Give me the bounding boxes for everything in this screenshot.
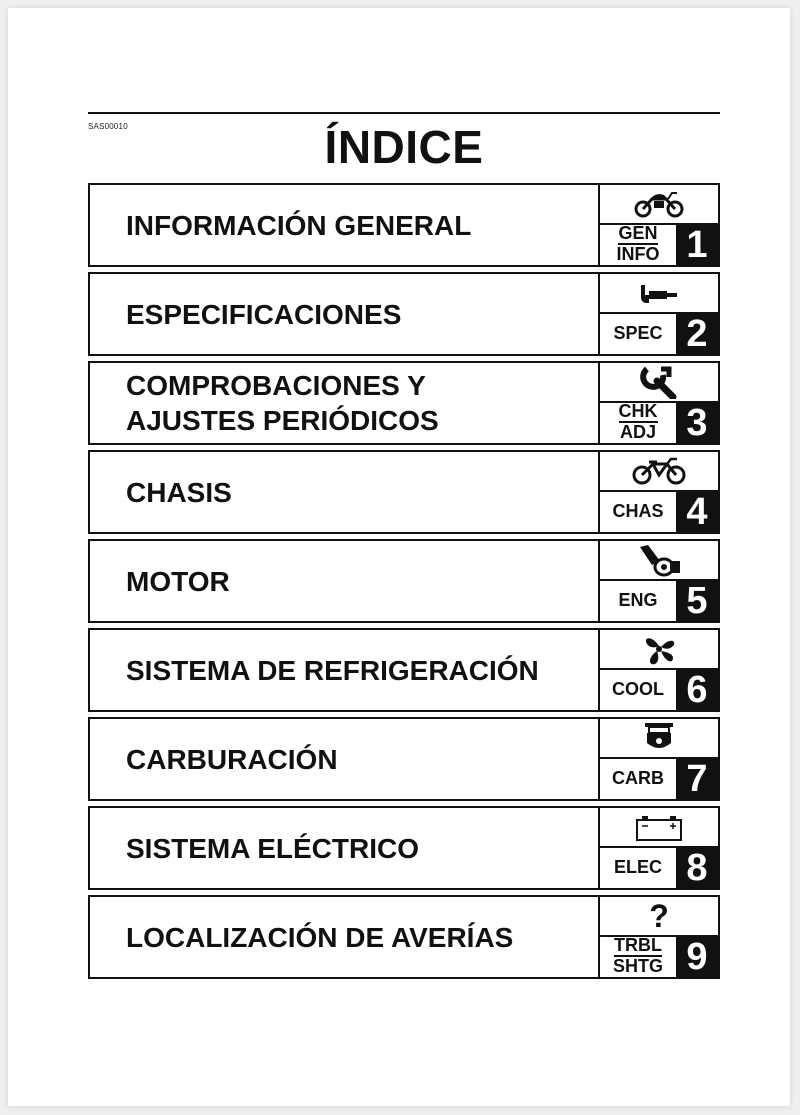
- page-title: ÍNDICE: [324, 121, 484, 173]
- section-abbr: ENG: [618, 589, 658, 610]
- manual-page: [8, 8, 790, 1106]
- section-tab[interactable]: [598, 630, 718, 710]
- section-number: 7: [676, 759, 718, 799]
- section-tab[interactable]: [598, 452, 718, 532]
- section-number: 2: [676, 314, 718, 354]
- section-number: 8: [676, 848, 718, 888]
- section-tab[interactable]: [598, 363, 718, 443]
- fan-icon: [600, 630, 718, 670]
- section-number: 9: [676, 937, 718, 977]
- section-label: CHASIS: [126, 476, 232, 508]
- section-number: 4: [676, 492, 718, 532]
- section-number: 5: [676, 581, 718, 621]
- battery-icon: [600, 808, 718, 848]
- engine-icon: [600, 541, 718, 581]
- section-troubleshooting[interactable]: [88, 895, 720, 979]
- wrench-icon: [600, 363, 718, 403]
- section-number: 6: [676, 670, 718, 710]
- section-abbr: TRBL SHTG: [612, 935, 663, 976]
- section-label: INFORMACIÓN GENERAL: [126, 209, 472, 241]
- section-abbr: GEN INFO: [616, 223, 660, 264]
- section-label: ESPECIFICACIONES: [126, 298, 402, 330]
- section-engine[interactable]: [88, 539, 720, 623]
- section-abbr: CARB: [612, 767, 664, 788]
- section-carburetion[interactable]: [88, 717, 720, 801]
- question-icon: ?: [600, 897, 718, 937]
- section-checks-adjustments[interactable]: [88, 361, 720, 445]
- section-tab[interactable]: [598, 541, 718, 621]
- section-cooling-system[interactable]: [88, 628, 720, 712]
- section-abbr: CHAS: [612, 500, 664, 521]
- section-tab[interactable]: [598, 719, 718, 799]
- section-label: CARBURACIÓN: [126, 743, 338, 775]
- section-abbr: COOL: [612, 678, 664, 699]
- section-abbr: ELEC: [613, 856, 662, 877]
- section-abbr: CHK ADJ: [618, 401, 658, 442]
- bike-frame-icon: [600, 452, 718, 492]
- section-label: SISTEMA ELÉCTRICO: [126, 832, 419, 864]
- section-label: COMPROBACIONES Y AJUSTES PERIÓDICOS: [126, 370, 439, 436]
- section-specifications[interactable]: [88, 272, 720, 356]
- section-tab[interactable]: [598, 897, 718, 977]
- section-number: 3: [676, 403, 718, 443]
- section-chassis[interactable]: [88, 450, 720, 534]
- caliper-icon: [600, 274, 718, 314]
- section-tab[interactable]: [598, 274, 718, 354]
- section-electrical-system[interactable]: [88, 806, 720, 890]
- section-tab[interactable]: [598, 808, 718, 888]
- section-label: MOTOR: [126, 565, 230, 597]
- carburetor-icon: [600, 719, 718, 759]
- motorcycle-icon: [600, 185, 718, 225]
- section-abbr: SPEC: [613, 322, 663, 343]
- top-rule: [88, 112, 720, 114]
- section-general-info[interactable]: [88, 183, 720, 267]
- section-label: SISTEMA DE REFRIGERACIÓN: [126, 654, 539, 686]
- document-code: SAS00010: [88, 122, 128, 131]
- section-number: 1: [676, 225, 718, 265]
- section-label: LOCALIZACIÓN DE AVERÍAS: [126, 921, 514, 953]
- section-tab[interactable]: [598, 185, 718, 265]
